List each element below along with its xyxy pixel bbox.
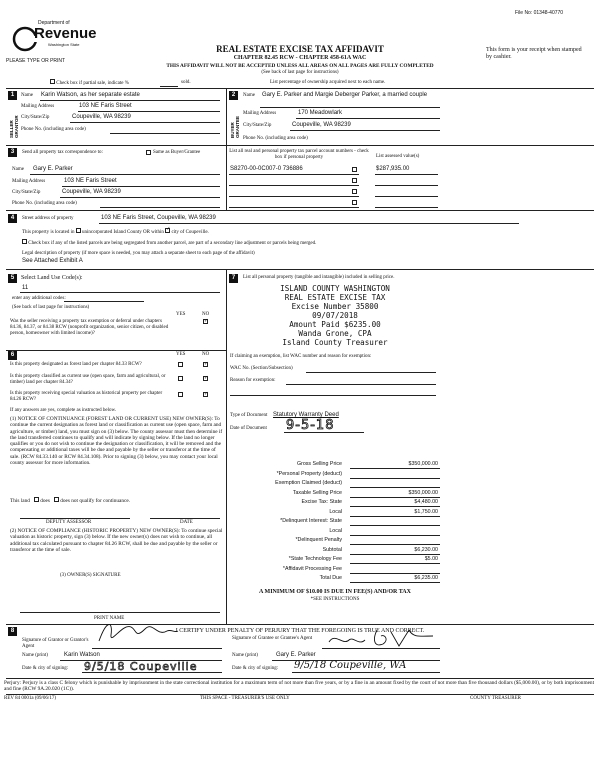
parcel-number[interactable]: S8270-00-0C007-0 736886 [230,166,303,172]
doc-date-label: Date of Document [230,426,267,431]
totals-label: *Delinquent Interest: State [280,518,342,524]
street-address[interactable]: 103 NE Faris Street, Coupeville, WA 98239 [101,215,216,221]
forest-yes-checkbox[interactable] [178,362,183,367]
totals-row [250,508,440,517]
totals-label: Total Due [319,575,342,581]
corr-city[interactable]: Coupeville, WA 98239 [62,189,121,195]
exemption-no-checkbox[interactable] [203,319,208,324]
stamp-line-5: Amount Paid $6235.00 [289,320,381,329]
buyer-grantee-label: BUYER GRANTEE [230,115,240,138]
certify-statement: I CERTIFY UNDER PENALTY OF PERJURY THAT THE FOREGOING IS TRUE AND CORRECT. [175,628,425,634]
totals-label: Excise Tax: State [301,499,342,505]
current-use-no-checkbox[interactable] [203,376,208,381]
form-revision: REV 84 0001a (09/06/17) [4,696,56,701]
exemption-question: Was the seller receiving a property tax exemption or deferral under chapters 84.36, 84.37, or 84.38 RCW (nonprofit organization, senior citizen, or disabled person, homeowner with limited income)? [10,319,169,336]
grantor-signature-label: Signature of Grantor or Grantor's Agent [22,638,89,649]
section-2-marker: 2 [229,91,238,100]
totals-row [250,546,440,555]
seller-city-label: City/State/Zip [21,115,50,120]
buyer-address[interactable]: 170 Meadowlark [298,110,343,116]
historic-question: Is this property receiving special valuation as historical property per chapter 84.26 RCW? [10,391,163,402]
seller-phone-label: Phone No. (including area code) [21,127,86,132]
section-7-marker: 7 [229,274,238,283]
corr-name[interactable]: Gary E. Parker [33,166,73,172]
forest-question: Is this property designated as forest land per chapter 84.33 RCW? [10,362,142,367]
seller-city[interactable]: Coupeville, WA 98239 [72,114,131,120]
yes-header-5: YES [176,312,186,317]
same-as-buyer-checkbox[interactable] [146,150,151,155]
grantee-date-city[interactable]: 9/5/18 Coupeville, WA [294,660,407,671]
wac-label: WAC No. (Section/Subsection) [230,366,293,371]
no-header-5: NO [202,312,210,317]
within-city-checkbox[interactable] [165,228,170,233]
section-3-marker: 3 [8,148,17,157]
totals-value[interactable]: $5.00 [424,556,438,562]
stamp-line-4: 09/07/2018 [312,311,358,320]
totals-value[interactable]: $1,750.00 [414,508,438,515]
treasurer-use-only: THIS SPACE - TREASURER'S USE ONLY [200,696,290,701]
totals-value[interactable]: $4,480.00 [414,499,438,505]
perjury-notice: Perjury: Perjury is a class C felony which is punishable by imprisonment in the state correctional institution for a maximum term of not more than five years, or by a fine in an amount fixed by the court of not more than five thousand dollars ($5,000.00), or by both imprisonment and fine (RCW 9A.20.020 (1C)). [4,680,595,693]
form-warning: THIS AFFIDAVIT WILL NOT BE ACCEPTED UNLESS ALL AREAS ON ALL PAGES ARE FULLY COMPLETED [166,63,434,69]
grantor-name[interactable]: Karin Watson [64,652,100,658]
same-as-buyer-label: Same as Buyer/Grantee [153,150,201,155]
totals-label: *Affidavit Processing Fee [282,565,342,572]
totals-value[interactable]: $350,000.00 [408,461,438,467]
land-use-label: Select Land Use Code(s): [21,275,83,281]
minimum-due: A MINIMUM OF $10.00 IS DUE IN FEE(S) AND/OR TAX [259,589,411,595]
correspondence-label: Send all property tax correspondence to: [22,150,103,155]
doc-type-label: Type of Document [230,413,268,418]
current-use-question: Is this property classified as current use (open space, farm and agricultural, or timber) land per chapter 84.34? [10,374,166,385]
totals-row [250,555,440,564]
segregate-note: Check box if any of the listed parcels are being segregated from another parcel, are part of a secondary line adjustment or parcels being merged. [22,239,582,247]
totals-row [250,565,440,574]
totals-label: Exemption Claimed (deduct) [275,480,342,486]
file-number: File No: 01348-40770 [515,10,564,16]
no-header-6: NO [202,352,210,357]
forest-no-checkbox[interactable] [203,362,208,367]
seller-grantor-label: SELLER GRANTOR [9,115,19,138]
buyer-city[interactable]: Coupeville, WA 98239 [292,122,351,128]
totals-row [250,479,440,488]
grantor-date-label: Date & city of signing: [22,666,69,671]
enter-codes-label: enter any additional codes: [12,296,66,301]
section-5-marker: 5 [8,274,17,283]
totals-label: Taxable Selling Price [292,489,342,496]
grantor-name-label: Name (print) [22,653,48,658]
personal-property-label: List all personal property (tangible and intangible) included in selling price. [243,275,395,280]
treasurer-stamp [226,284,444,347]
yes-header-6: YES [176,352,186,357]
any-yes-note: If any answers are yes, complete as instructed below. [10,408,117,413]
exemption-claim-label: If claiming an exemption, list WAC number and reason for exemption: [230,354,372,359]
land-use-see-back: (See back of last page for instructions) [12,305,90,310]
exemption-reason-label: Reason for exemption: [230,378,276,383]
agency-logo-word: Revenue [34,25,97,42]
totals-label: Local [329,508,342,515]
corr-addr-label: Mailing Address [12,179,46,184]
totals-row [250,460,440,469]
please-type: PLEASE TYPE OR PRINT [6,58,66,64]
section-6-marker: 6 [8,351,17,360]
land-use-code[interactable]: 11 [22,285,29,291]
corr-phone-label: Phone No. (including area code) [12,201,77,206]
assessed-header: List assessed value(s) [376,154,420,159]
stamp-line-2: REAL ESTATE EXCISE TAX [284,293,386,302]
grantee-date-label: Date & city of signing: [232,666,279,671]
seller-name[interactable]: Karin Watson, as her separate estate [41,92,140,98]
totals-row [250,536,440,545]
owner-signature-label: (3) OWNER(S) SIGNATURE [60,573,121,578]
historic-no-checkbox[interactable] [203,392,208,397]
sold-label: sold. [181,80,191,85]
grantee-name[interactable]: Gary E. Parker [276,652,316,658]
continuance-notice: (1) NOTICE OF CONTINUANCE (FOREST LAND OR CURRENT USE) NEW OWNER(S): To continue the current designation as forest land or classification as current use (open space, farm and agriculture, or timber) land, you must sign on (3) below. The county assessor must then determine if the land transferred continues to qualify and will indicate by signing below. If the land no longer qualifies or you do not wish to continue the designation or classification, it will be removed and the compensating or additional taxes will be due and payable by the seller or transferor at the time of sale. (RCW 84.33.140 or RCW 84.34.108). Prior to signing (3) below, you may contact your local county assessor for more information. [10,416,223,467]
compliance-notice: (2) NOTICE OF COMPLIANCE (HISTORIC PROPERTY) NEW OWNER(S): To continue special valuation as historic property, sign (3) below. If the new owner(s) does not wish to continue, all additional tax calculated pursuant to chapter 84.26 RCW, shall be due and payable by the seller or transferor at the time of sale. [10,528,223,553]
corr-name-label: Name [12,167,24,172]
qualify-line: This land does does not qualify for continuance. [10,498,131,504]
grantee-name-label: Name (print) [232,653,258,658]
legal-desc-label: Legal description of property (if more space is needed, you may attach a separate sheet to each page of the affidavit) [22,251,255,256]
totals-label: Local [329,527,342,534]
seller-name-label: Name [21,93,33,98]
totals-row [250,527,440,536]
current-use-yes-checkbox[interactable] [178,376,183,381]
unincorporated-checkbox[interactable] [76,228,81,233]
buyer-name[interactable]: Gary E. Parker and Margie Deberger Parker, a married couple [262,92,428,98]
stamp-line-1: ISLAND COUNTY WASHINGTON [280,284,390,293]
personal-property-checkbox-1[interactable] [352,167,357,172]
grantor-signature[interactable] [95,617,180,647]
print-name-label: PRINT NAME [94,616,125,621]
corr-address[interactable]: 103 NE Faris Street [64,178,117,184]
stamp-line-3: Excise Number 35800 [291,302,379,311]
personal-property-checkbox-2[interactable] [352,178,357,183]
stamp-line-7: Island County Treasurer [282,338,388,347]
does-qualify-checkbox[interactable] [34,497,39,502]
totals-label: *Personal Property (deduct) [276,470,342,477]
totals-value[interactable]: $6,230.00 [414,546,438,553]
doc-date[interactable]: 9-5-18 [286,418,335,433]
totals-value[interactable]: $6,235.00 [414,575,438,581]
county-treasurer-label: COUNTY TREASURER [470,696,521,701]
location-text: This property is located in unincorporated Island County OR within ✓ city of Coupeville. [22,228,209,236]
stamp-line-6: Wanda Grone, CPA [298,329,372,338]
assessor-date-label: DATE [180,520,193,525]
partial-sale-label: Check box if partial sale, indicate % [50,79,129,87]
segregate-checkbox[interactable] [22,239,27,244]
street-address-label: Street address of property [22,216,74,221]
seller-addr-label: Mailing Address [21,104,55,109]
legal-description[interactable]: See Attached Exhibit A [22,258,83,264]
section-1-marker: 1 [8,91,17,100]
historic-yes-checkbox[interactable] [178,392,183,397]
totals-row [250,489,440,498]
personal-property-checkbox-3[interactable] [352,189,357,194]
form-title: REAL ESTATE EXCISE TAX AFFIDAVIT [216,44,384,54]
section-4-marker: 4 [8,214,17,223]
does-not-qualify-checkbox[interactable] [54,497,59,502]
agency-line1: Department of [38,20,70,26]
parcel-header: List all real and personal property tax parcel account numbers - check box if personal property [229,149,369,160]
deputy-assessor-label: DEPUTY ASSESSOR [46,520,92,525]
totals-label: *Delinquent Penalty [295,537,342,543]
totals-row [250,574,440,583]
receipt-note: This form is your receipt when stamped by cashier. [486,47,582,60]
buyer-city-label: City/State/Zip [243,123,272,128]
grantor-date-city[interactable]: 9/5/18 Coupeville [84,660,198,673]
totals-label: Gross Selling Price [296,461,342,467]
seller-address[interactable]: 103 NE Faris Street [79,103,132,109]
totals-label: Subtotal [322,546,342,553]
totals-value[interactable]: $350,000.00 [408,489,438,496]
see-back-note: (See back of last page for instructions) [261,70,339,75]
totals-row [250,517,440,526]
doc-type[interactable]: Statutory Warranty Deed [273,412,339,418]
form-subtitle: CHAPTER 82.45 RCW - CHAPTER 458-61A WAC [233,55,367,61]
partial-sale-checkbox[interactable] [50,79,55,84]
agency-line3: Washington State [48,42,80,47]
assessed-value[interactable]: $287,935.00 [376,166,410,172]
totals-label: *State Technology Fee [288,556,342,562]
totals-row [250,470,440,479]
corr-city-label: City/State/Zip [12,190,41,195]
ownership-note: List percentage of ownership acquired next to each name. [270,80,386,85]
see-instructions: *SEE INSTRUCTIONS [310,597,360,602]
buyer-phone-label: Phone No. (including area code) [243,136,308,141]
totals-row [250,498,440,507]
buyer-name-label: Name [243,93,255,98]
personal-property-checkbox-4[interactable] [352,200,357,205]
section-8-marker: 8 [8,627,17,636]
buyer-addr-label: Mailing Address [243,111,277,116]
grantee-signature-label: Signature of Grantee or Grantee's Agent [232,636,313,641]
